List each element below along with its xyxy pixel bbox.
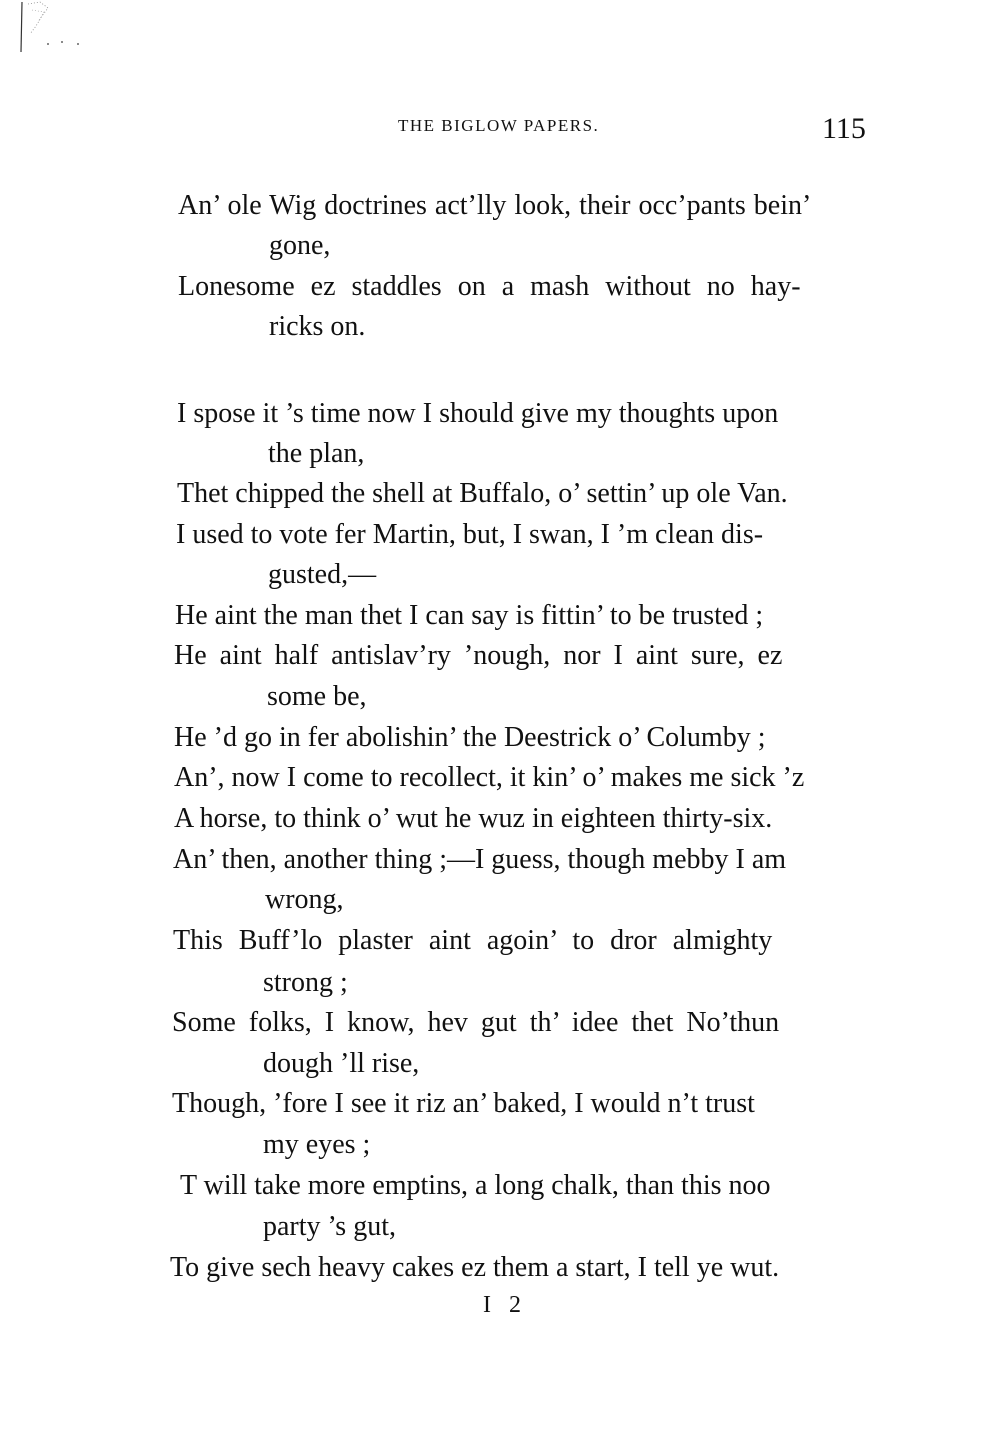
signature-mark: I 2 [483, 1292, 527, 1318]
running-head: THE BIGLOW PAPERS. [398, 116, 600, 135]
verse-line: Lonesome ez staddles on a mash without no hay- [178, 271, 801, 302]
verse-line: A horse, to think o’ wut he wuz in eighteen thirty-six. [174, 803, 773, 834]
verse-line: This Buff’lo plaster aint agoin’ to dror almighty [173, 925, 773, 956]
verse-line-continuation: party ’s gut, [263, 1211, 396, 1242]
verse-line: I spose it ’s time now I should give my thoughts upon [177, 398, 779, 429]
scan-speckle-mark [18, 0, 88, 55]
verse-line-continuation: gone, [269, 230, 331, 261]
verse-line: He ’d go in fer abolishin’ the Deestrick o’ Columby ; [174, 722, 766, 753]
verse-line: Some folks, I know, hev gut th’ idee thet No’thun [172, 1007, 780, 1038]
verse-line: T will take more emptins, a long chalk, than this noo [180, 1170, 771, 1201]
verse-line: I used to vote fer Martin, but, I swan, I ’m clean dis- [176, 519, 764, 550]
verse-line-continuation: some be, [267, 681, 367, 712]
verse-line-continuation: gusted,— [268, 559, 377, 590]
verse-line: An’ then, another thing ;—I guess, though mebby I am [173, 844, 787, 875]
verse-line: Though, ’fore I see it riz an’ baked, I would n’t trust [172, 1088, 755, 1119]
verse-line-continuation: wrong, [265, 884, 344, 915]
verse-line-continuation: strong ; [263, 967, 348, 998]
page-number: 115 [822, 112, 866, 145]
verse-line: He aint half antislav’ry ’nough, nor I aint sure, ez [174, 640, 783, 671]
verse-line: To give sech heavy cakes ez them a start, I tell ye wut. [170, 1252, 780, 1283]
verse-line-continuation: ricks on. [269, 311, 366, 342]
verse-line-continuation: the plan, [268, 438, 365, 469]
verse-line-continuation: dough ’ll rise, [263, 1048, 420, 1079]
verse-line: Thet chipped the shell at Buffalo, o’ settin’ up ole Van. [177, 478, 788, 509]
verse-line: He aint the man thet I can say is fittin’ to be trusted ; [175, 600, 764, 631]
verse-line: An’, now I come to recollect, it kin’ o’ makes me sick ’z [174, 762, 805, 793]
verse-line-continuation: my eyes ; [263, 1129, 371, 1160]
verse-line: An’ ole Wig doctrines act’lly look, their occ’pants bein’ [178, 190, 812, 221]
